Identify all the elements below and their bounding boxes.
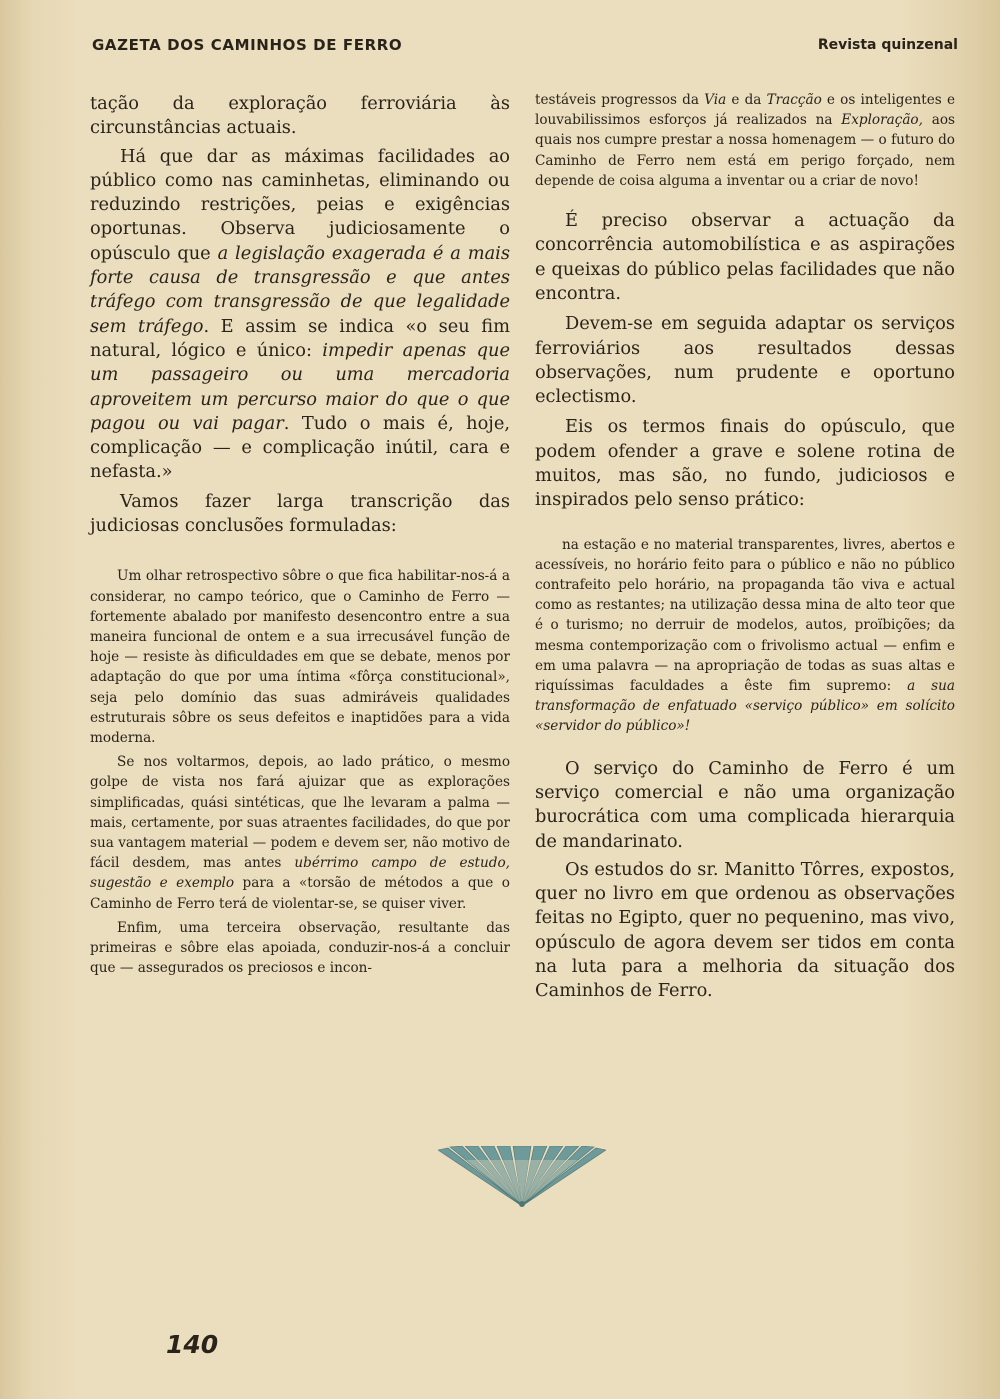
quotation-paragraph: Se nos voltarmos, depois, ao lado prático, o mesmo golpe de vista nos fará ajuizar que as explorações simplificadas, quási sintéticas, que lhe levaram a palma — mais, certamente, por suas atraentes facilidades, do que por sua vantagem material — podem e devem ser, não motivo de fácil desdem, mas antes ubérrimo campo de estudo, sugestão e exemplo para a «torsão de métodos a que o Caminho de Ferro terá de violentar-se, se quiser viver. [90, 754, 510, 912]
running-header [92, 36, 958, 58]
paragraph: Eis os termos finais do opúsculo, que podem ofender a grave e solene rotina de muitos, mas são, no fundo, judiciosos e inspirados pelo senso prático: [535, 416, 955, 511]
right-column [535, 92, 955, 1004]
italic-quote: a sua transformação de enfatuado «serviço público» em solícito «servidor do público»! [535, 678, 955, 735]
page-number: 140 [166, 1330, 219, 1359]
italic-quote: ubérrimo campo de estudo, sugestão e exemplo [90, 855, 510, 892]
paragraph: tação da exploração ferroviária às circunstâncias actuais. [90, 93, 510, 139]
paragraph: O serviço do Caminho de Ferro é um serviço comercial e não uma organização burocrática com uma complicada hierarquia de mandarinato. [535, 757, 955, 852]
journal-subtitle: Revista quinzenal [817, 37, 958, 53]
italic-quote: impedir apenas que um passageiro ou uma mercadoria aproveitem um percurso maior do que o que pagou ou vai pagar [90, 339, 510, 434]
paragraph: Há que dar as máximas facilidades ao público como nas caminhetas, eliminando ou reduzindo restrições, peias e exigências oportunas. Observa judiciosamente o opúsculo que a legislação exagerada é a mais forte causa de transgressão e que antes tráfego com transgressão de que legalidade sem tráfego. E assim se indica «o seu fim natural, lógico e único: impedir apenas que um passageiro ou uma mercadoria aproveitem um percurso maior do que o que pagou ou vai pagar. Tudo o mais é, hoje, complicação — e complicação inútil, cara e nefasta.» [90, 145, 510, 483]
fan-ornament-icon [438, 1146, 606, 1208]
italic-quote: a legislação exagerada é a mais forte causa de transgressão e que antes tráfego com transgressão de que legalidade sem tráfego [90, 242, 510, 337]
paragraph: Vamos fazer larga transcrição das judiciosas conclusões formuladas: [90, 490, 510, 537]
paragraph: É preciso observar a actuação da concorrência automobilística e as aspirações e queixas do público pelas facilidades que não encontra. [535, 210, 955, 304]
paragraph: Devem-se em seguida adaptar os serviços ferroviários aos resultados dessas observações, num prudente e oportuno eclectismo. [535, 313, 955, 408]
journal-title: GAZETA DOS CAMINHOS DE FERRO [92, 36, 403, 54]
left-column [90, 92, 510, 978]
quotation-paragraph: Enfim, uma terceira observação, resultante das primeiras e sôbre elas apoiada, conduzir-nos-á a concluir que — assegurados os preciosos e incon- [90, 919, 510, 977]
block-quotation [90, 566, 510, 978]
quotation-paragraph: na estação e no material transparentes, livres, abertos e acessíveis, no horário feito para o público e não no público contrafeito pelo horário, na propaganda tão viva e actual como as restantes; na utilização dessa mina de alto teor que é o turismo; no derruir de modelos, autos, proïbições; da mesma contemporização com o frivolismo actual — enfim e em uma palavra — na apropriação de todas as suas altas e riquíssimas faculdades a êste fim supremo: a sua transformação de enfatuado «serviço público» em solícito «servidor do público»! [535, 536, 955, 735]
quotation-paragraph: testáveis progressos da Via e da Tracção e os inteligentes e louvabilissimos esforços já realizados na Exploração, aos quais nos cumpre prestar a nossa homenagem — o futuro do Caminho de Ferro nem está em perigo forçado, nem depende de coisa alguma a inventar ou a criar de novo! [535, 92, 955, 189]
paragraph: Os estudos do sr. Manitto Tôrres, expostos, quer no livro em que ordenou as observações feitas no Egipto, quer no pequenino, mas vivo, opúsculo de agora devem ser tidos em conta na luta para a melhoria da situação dos Caminhos de Ferro. [535, 858, 955, 1002]
quotation-paragraph: Um olhar retrospectivo sôbre o que fica habilitar-nos-á a considerar, no campo teórico, que o Caminho de Ferro — fortemente abalado por manifesto desencontro entre a sua maneira funcional de ontem e a sua irrecusável função de hoje — resiste às dificuldades em que se debate, menos por adaptação do que por uma íntima «fôrça constitucional», seja pelo domínio das suas admiráveis qualidades estruturais sôbre os seus defeitos e inaptidões para a vida moderna. [90, 568, 510, 746]
